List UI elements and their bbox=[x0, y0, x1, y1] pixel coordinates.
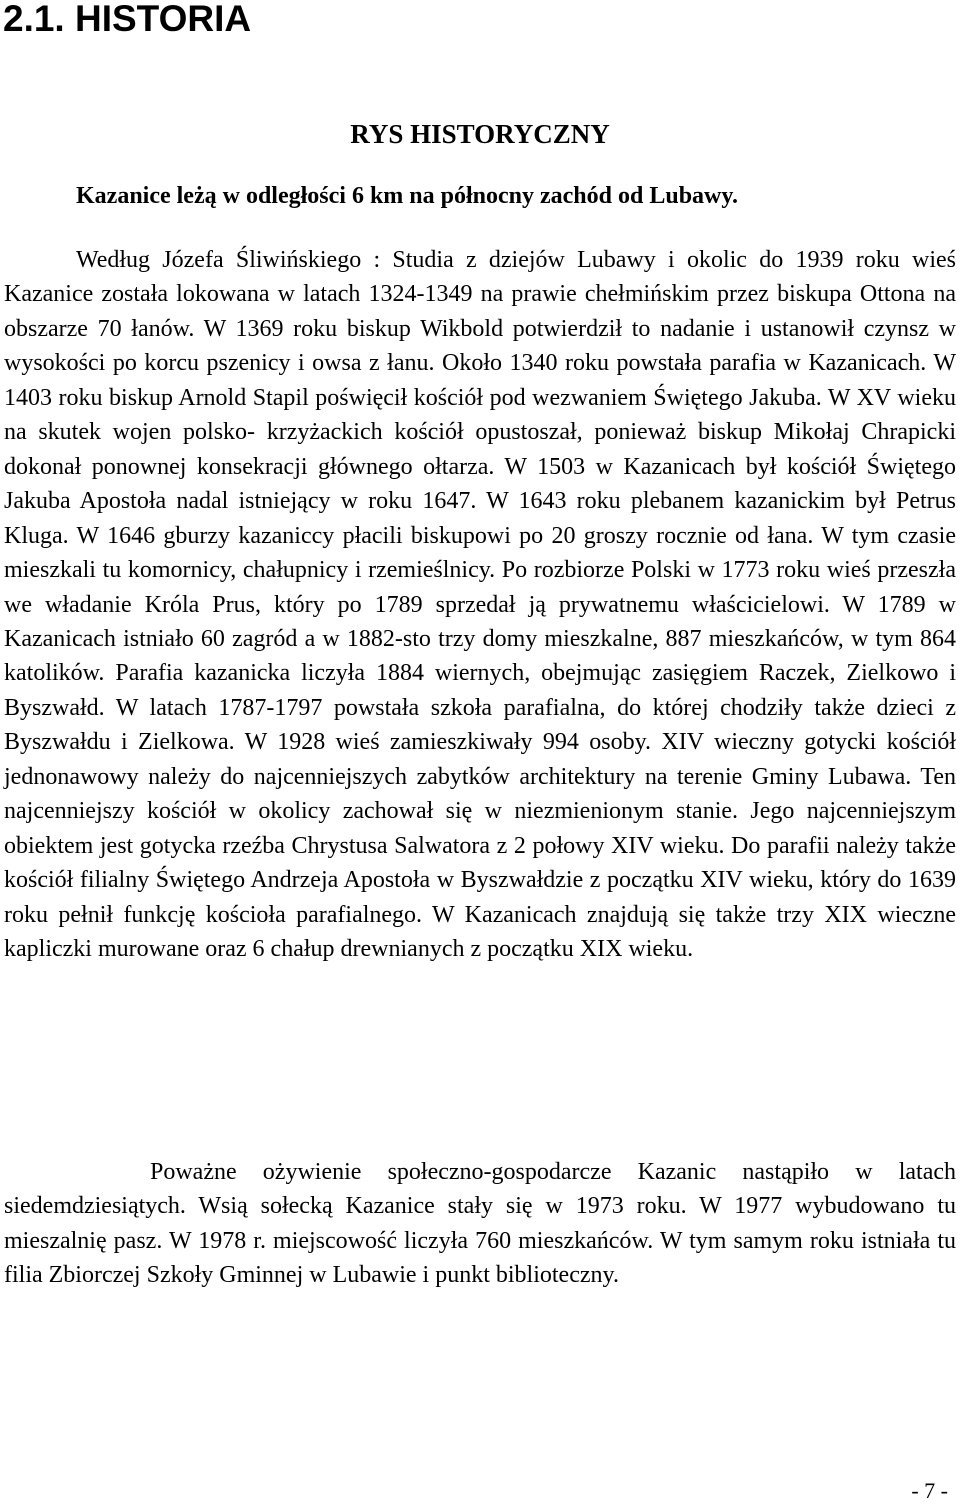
chapter-heading: 2.1. HISTORIA bbox=[3, 0, 252, 39]
history-paragraph: Według Józefa Śliwińskiego : Studia z dziejów Lubawy i okolic do 1939 roku wieś Kazanice została lokowana w latach 1324-1349 na prawie chełmińskim przez biskupa Ottona na obszarze 70 łanów. W 1369 roku biskup Wikbold potwierdził to nadanie i ustanowił czynsz w wysokości po korcu pszenicy i owsa z łanu. Około 1340 roku powstała parafia w Kazanicach. W 1403 roku biskup Arnold Stapil poświęcił kościół pod wezwaniem Świętego Jakuba. W XV wieku na skutek wojen polsko- krzyżackich kościół opustoszał, ponieważ biskup Mikołaj Chrapicki dokonał ponownej konsekracji głównego ołtarza. W 1503 w Kazanicach był kościół Świętego Jakuba Apostoła nadal istniejący w roku 1647. W 1643 roku plebanem kazanickim był Petrus Kluga. W 1646 gburzy kazaniccy płacili biskupowi po 20 groszy rocznie od łana. W tym czasie mieszkali tu komornicy, chałupnicy i rzemieślnicy. Po rozbiorze Polski w 1773 roku wieś przeszła we władanie Króla Prus, który po 1789 sprzedał ją prywatnemu właścicielowi. W 1789 w Kazanicach istniało 60 zagród a w 1882-sto trzy domy mieszkalne, 887 mieszkańców, w tym 864 katolików. Parafia kazanicka liczyła 1884 wiernych, obejmując zasięgiem Raczek, Zielkowo i Byszwałd. W latach 1787-1797 powstała szkoła parafialna, do której chodziły także dzieci z Byszwałdu i Zielkowa. W 1928 wieś zamieszkiwały 994 osoby. XIV wieczny gotycki kościół jednonawowy należy do najcenniejszych zabytków architektury na terenie Gminy Lubawa. Ten najcenniejszy kościół w okolicy zachował się w niezmienionym stanie. Jego najcenniejszym obiektem jest gotycka rzeźba Chrystusa Salwatora z 2 połowy XIV wieku. Do parafii należy także kościół filialny Świętego Andrzeja Apostoła w Byszwałdzie z początku XIV wieku, który do 1639 roku pełnił funkcję kościoła parafialnego. W Kazanicach znajdują się także trzy XIX wieczne kapliczki murowane oraz 6 chałup drewnianych z początku XIX wieku. bbox=[4, 247, 956, 963]
section-title: RYS HISTORYCZNY bbox=[350, 119, 610, 149]
lead-sentence: Kazanice leżą w odległości 6 km na północny zachód od Lubawy. bbox=[76, 183, 739, 209]
page-number: - 7 - bbox=[911, 1478, 948, 1503]
development-paragraph: Poważne ożywienie społeczno-gospodarcze Kazanic nastąpiło w latach siedemdziesiątych. Wsią sołecką Kazanice stały się w 1973 roku. W 1977 wybudowano tu mieszalnię pasz. W 1978 r. miejscowość liczyła 760 mieszkańców. W tym samym roku istniała tu filia Zbiorczej Szkoły Gminnej w Lubawie i punkt biblioteczny. bbox=[4, 1159, 956, 1289]
